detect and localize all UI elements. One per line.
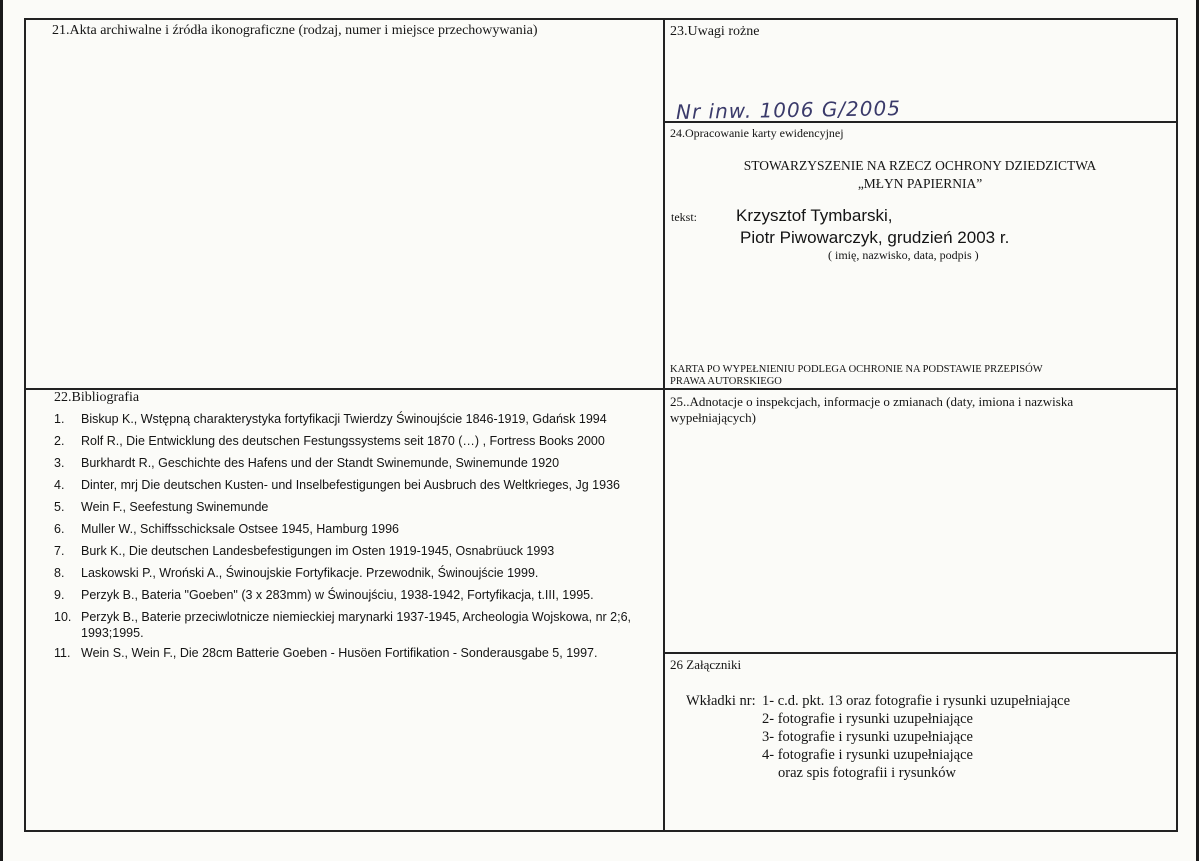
attachment-line-5: oraz spis fotografii i rysunków bbox=[778, 765, 956, 781]
bibliography-text: Laskowski P., Wroński A., Świnoujskie Fortyfikacje. Przewodnik, Świnoujście 1999. bbox=[81, 566, 539, 580]
bibliography-number: 11. bbox=[54, 646, 71, 660]
organization-name-line1: STOWARZYSZENIE NA RZECZ OCHRONY DZIEDZICTWA bbox=[743, 158, 1097, 173]
text-label: tekst: bbox=[671, 210, 697, 224]
field-25-title-line2: wypełniających) bbox=[670, 410, 756, 425]
bibliography-number: 8. bbox=[54, 566, 65, 580]
bibliography-item bbox=[54, 477, 654, 493]
bibliography-text: Biskup K., Wstępną charakterystyka fortyfikacji Twierdzy Świnoujście 1846-1919, Gdańsk 1994 bbox=[81, 412, 607, 426]
bibliography-text: Dinter, mrj Die deutschen Kusten- und Inselbefestigungen bei Ausbruch des Weltkrieges, Jg 1936 bbox=[81, 478, 620, 492]
copyright-notice-line2: PRAWA AUTORSKIEGO bbox=[670, 376, 782, 387]
author-line1: Krzysztof Tymbarski, bbox=[736, 206, 893, 225]
bibliography-text: Perzyk B., Baterie przeciwlotnicze niemieckiej marynarki 1937-1945, Archeologia Wojskowa, nr 2;6, 1993;1995. bbox=[81, 610, 632, 640]
bibliography-number: 3. bbox=[54, 456, 65, 470]
bibliography-text: Wein F., Seefestung Swinemunde bbox=[81, 500, 269, 514]
bibliography-number: 9. bbox=[54, 588, 65, 602]
organization-name-line2: „MŁYN PAPIERNIA” bbox=[857, 176, 983, 191]
bibliography-item bbox=[54, 521, 654, 537]
copyright-notice-line1: KARTA PO WYPEŁNIENIU PODLEGA OCHRONIE NA PODSTAWIE PRZEPISÓW bbox=[670, 364, 1043, 375]
attachment-line-4: 4- fotografie i rysunki uzupełniające bbox=[762, 747, 973, 763]
field-25-title-line1: 25..Adnotacje o inspekcjach, informacje o zmianach (daty, imiona i nazwiska bbox=[670, 394, 1074, 409]
bibliography-number: 10. bbox=[54, 610, 72, 624]
bibliography-item bbox=[54, 433, 654, 449]
scan-edge-left bbox=[0, 0, 3, 861]
bibliography-number: 6. bbox=[54, 522, 65, 536]
bibliography-text: Muller W., Schiffsschicksale Ostsee 1945, Hamburg 1996 bbox=[81, 522, 399, 536]
field-22-title: 22.Bibliografia bbox=[54, 390, 140, 405]
attachment-line-3: 3- fotografie i rysunki uzupełniające bbox=[762, 729, 973, 745]
field-24-title: 24.Opracowanie karty ewidencyjnej bbox=[670, 126, 844, 140]
bibliography-number: 7. bbox=[54, 544, 65, 558]
field-26-title: 26 Załączniki bbox=[670, 657, 742, 672]
bibliography-number: 4. bbox=[54, 478, 65, 492]
author-line2: Piotr Piwowarczyk, grudzień 2003 r. bbox=[740, 228, 1010, 247]
bibliography-text: Wein S., Wein F., Die 28cm Batterie Goeben - Husöen Fortifikation - Sonderausgabe 5, 1997. bbox=[81, 646, 598, 660]
attachment-line-2: 2- fotografie i rysunki uzupełniające bbox=[762, 711, 973, 727]
right-divider-25-26 bbox=[664, 652, 1178, 654]
bibliography-item bbox=[54, 645, 654, 661]
field-23-title: 23.Uwagi rożne bbox=[670, 24, 760, 39]
bibliography-item bbox=[54, 565, 654, 581]
bibliography-text: Perzyk B., Bateria "Goeben" (3 x 283mm) w Świnoujściu, 1938-1942, Fortyfikacja, t.III, 1995. bbox=[81, 588, 594, 602]
bibliography-item bbox=[54, 587, 654, 603]
field-21-title: 21.Akta archiwalne i źródła ikonograficzne (rodzaj, numer i miejsce przechowywania) bbox=[52, 23, 538, 38]
bibliography-item bbox=[54, 609, 654, 641]
bibliography-text: Burkhardt R., Geschichte des Hafens und der Standt Swinemunde, Swinemunde 1920 bbox=[81, 456, 560, 470]
bibliography-list bbox=[54, 411, 654, 667]
bibliography-item bbox=[54, 543, 654, 559]
right-divider-24-25 bbox=[664, 388, 1178, 390]
bibliography-text: Rolf R., Die Entwicklung des deutschen Festungssystems seit 1870 (…) , Fortress Books 2000 bbox=[81, 434, 605, 448]
author-caption: ( imię, nazwisko, data, podpis ) bbox=[828, 248, 979, 262]
bibliography-item bbox=[54, 499, 654, 515]
bibliography-number: 1. bbox=[54, 412, 65, 426]
handwritten-inventory-note: Nr inw. 1006 G/2005 bbox=[675, 96, 902, 124]
attachment-line-1: 1- c.d. pkt. 13 oraz fotografie i rysunki uzupełniające bbox=[762, 693, 1071, 709]
bibliography-number: 5. bbox=[54, 500, 65, 514]
bibliography-text: Burk K., Die deutschen Landesbefestigungen im Osten 1919-1945, Osnabrüuck 1993 bbox=[81, 544, 555, 558]
column-divider bbox=[663, 18, 665, 832]
bibliography-item bbox=[54, 411, 654, 427]
bibliography-item bbox=[54, 455, 654, 471]
bibliography-number: 2. bbox=[54, 434, 65, 448]
attachments-label: Wkładki nr: bbox=[686, 693, 756, 709]
